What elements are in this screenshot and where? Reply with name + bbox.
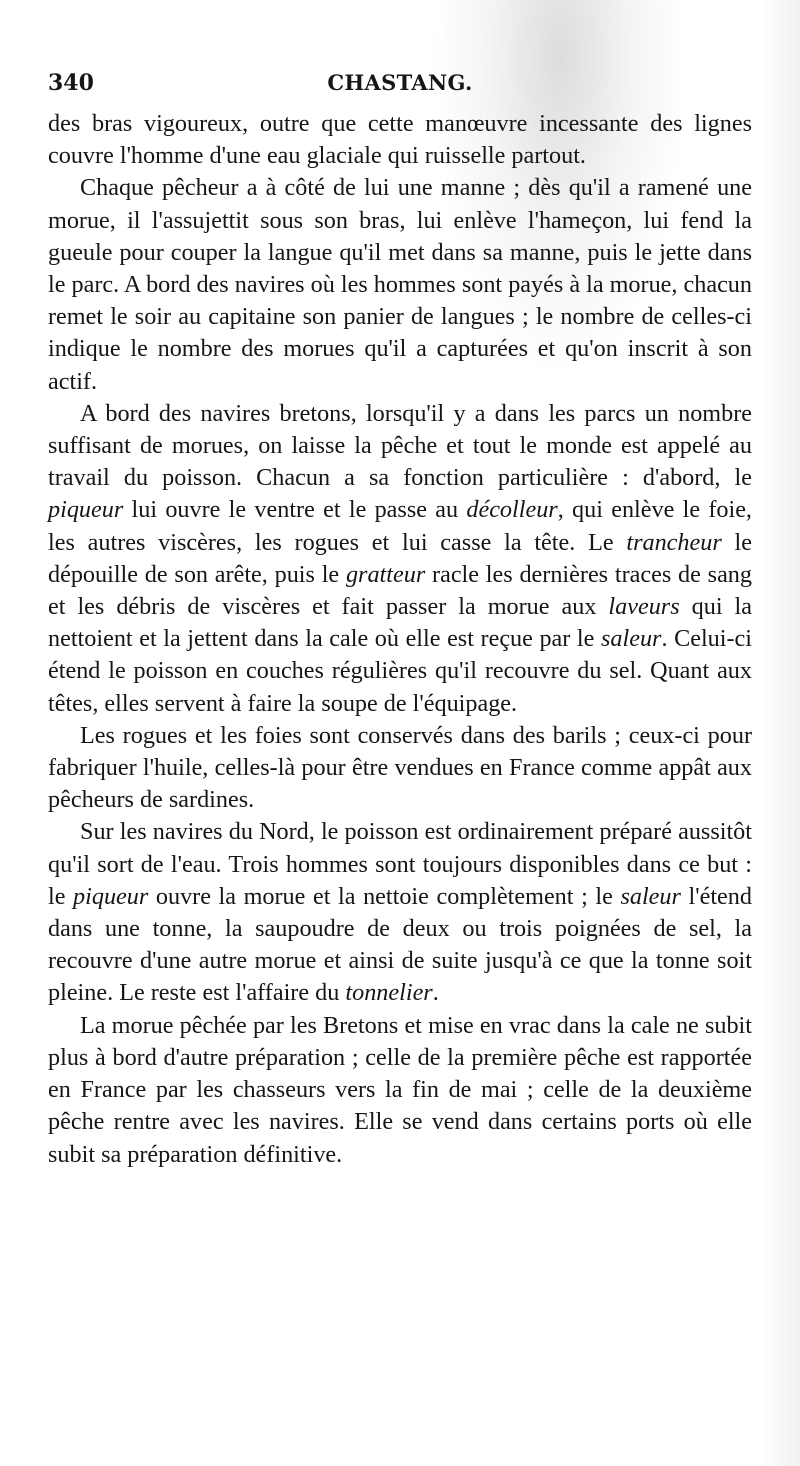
paragraph-3-text: le dépouille de son arête, puis le bbox=[48, 528, 752, 588]
term-gratteur: gratteur bbox=[345, 560, 426, 588]
term-decolleur: décolleur bbox=[466, 496, 558, 524]
term-piqueur: piqueur bbox=[73, 882, 149, 910]
paragraph-3-text: qui la nettoient et la jettent dans la cale où elle est reçue par le bbox=[48, 593, 752, 653]
paragraph-4: Les rogues et les foies sont conservés dans des barils ; ceux-ci pour fabriquer l'huile, celles-là pour être vendues en France comme appât aux pêcheurs de sardines. bbox=[48, 721, 752, 814]
term-tonnelier: tonnelier bbox=[345, 979, 433, 1007]
running-head bbox=[48, 70, 752, 100]
term-saleur: saleur bbox=[620, 882, 681, 910]
paragraph-3-text: racle les dernières traces de sang et les débris de viscères et fait passer la morue aux bbox=[48, 560, 752, 621]
term-laveurs: laveurs bbox=[608, 593, 680, 621]
term-piqueur: piqueur bbox=[48, 496, 124, 524]
paragraph-5-text: ouvre la morue et la nettoie complètement ; le bbox=[148, 882, 621, 910]
paragraph-3-text: , qui enlève le foie, les autres viscères, les rogues et lui casse la tête. Le bbox=[48, 496, 752, 556]
term-saleur: saleur bbox=[600, 625, 662, 653]
paragraph-5-text: . bbox=[432, 979, 439, 1007]
paragraph-2: Chaque pêcheur a à côté de lui une manne ; dès qu'il a ramené une morue, il l'assujettit sous son bras, lui enlève l'hameçon, lui fend la gueule pour couper la langue qu'il met dans sa manne, puis le jette dans le parc. A bord des navires où les hommes sont payés à la morue, chacun remet le soir au capitaine son panier de langues ; le nombre de celles-ci indique le nombre des morues qu'il a capturées et qu'on inscrit à son actif. bbox=[48, 174, 752, 395]
paragraph-3-text: A bord des navires bretons, lorsqu'il y a dans les parcs un nombre suffisant de morues, on laisse la pêche et tout le monde est appelé au travail du poisson. Chacun a sa fonction particulière : d'abord, le bbox=[48, 399, 752, 492]
paragraph-3-text: . Celui-ci étend le poisson en couches régulières qu'il recouvre du sel. Quant aux têtes, elles servent à faire la soupe de l'équipage. bbox=[48, 625, 752, 717]
running-title: CHASTANG. bbox=[327, 70, 473, 95]
page-number: 340 bbox=[48, 70, 94, 96]
paragraph-5-text: l'étend dans une tonne, la saupoudre de deux ou trois poignées de sel, la recouvre d'une autre morue et ainsi de suite jusqu'à ce que la tonne soit pleine. Le reste est l'affaire du bbox=[48, 882, 752, 1007]
paragraph-5-text: Sur les navires du Nord, le poisson est ordinairement préparé aussitôt qu'il sort de l'eau. Trois hommes sont toujours disponibles dans ce but : le bbox=[48, 818, 752, 910]
term-trancheur: trancheur bbox=[626, 528, 722, 556]
paragraph-5 bbox=[48, 816, 752, 1009]
paragraph-6: La morue pêchée par les Bretons et mise en vrac dans la cale ne subit plus à bord d'autre préparation ; celle de la première pêche est rapportée en France par les chasseurs vers la fin de mai ; celle de la deuxième pêche rentre avec les navires. Elle se vend dans certains ports où elle subit sa préparation définitive. bbox=[48, 1011, 752, 1168]
body-text bbox=[48, 108, 752, 1171]
paragraph-3 bbox=[48, 398, 752, 720]
page-edge-shadow bbox=[760, 0, 800, 1466]
paragraph-1: des bras vigoureux, outre que cette manœuvre incessante des lignes couvre l'homme d'une eau glaciale qui ruisselle partout. bbox=[48, 110, 752, 170]
paragraph-3-text: lui ouvre le ventre et le passe au bbox=[123, 496, 467, 524]
